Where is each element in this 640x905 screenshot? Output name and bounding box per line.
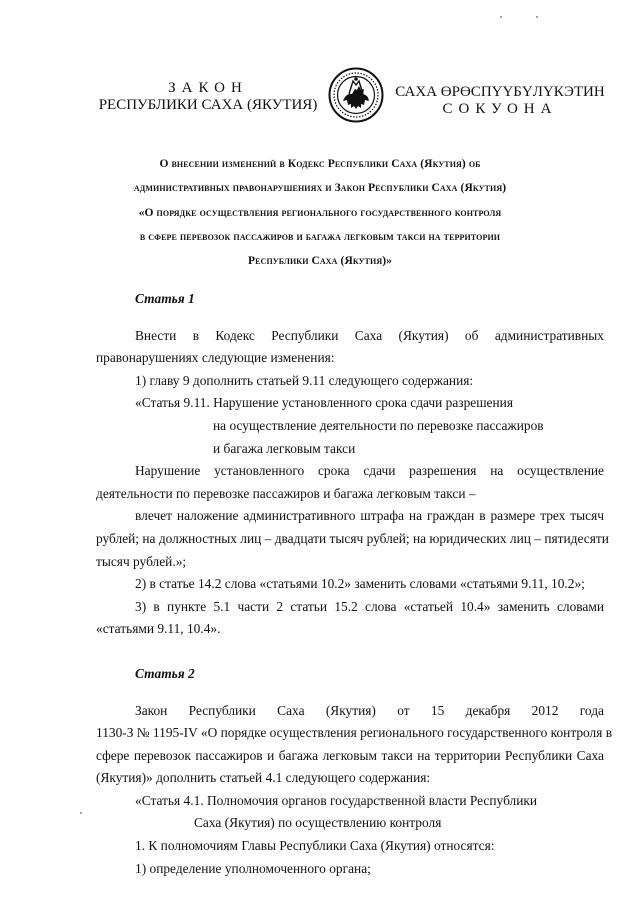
paragraph-line: 2) в статье 14.2 слова «статьями 10.2» заменить словами «статьями 9.11, 10.2»; [135,576,585,592]
paragraph-line: правонарушениях следующие изменения: [96,350,335,366]
title-line: «О порядке осуществления регионального государственного контроля [138,206,502,219]
scan-speck [536,16,538,18]
paragraph-line: Закон Республики Саха (Якутия) от 15 декабря 2012 года [135,702,604,718]
paragraph-line: рублей; на должностных лиц – двадцати тысяч рублей; на юридических лиц – пятидесяти [96,530,609,546]
header-right-line2: СОКУОНА [442,101,558,117]
paragraph-line: Саха (Якутия) по осуществлению контроля [194,815,442,831]
paragraph-line: тысяч рублей.»; [96,553,187,569]
article-2-heading: Статья 2 [135,665,195,681]
header-right-line1: САХА ӨРӨСПҮҮБҮЛҮКЭТИН [395,84,605,100]
document-body [96,288,613,880]
title-line: О внесении изменений в Кодекс Республики Саха (Якутия) об [159,158,481,170]
paragraph-line: деятельности по перевозке пассажиров и багажа легковым такси – [96,485,476,501]
header-left-line2: РЕСПУБЛИКИ САХА (ЯКУТИЯ) [98,97,318,113]
paragraph-line: влечет наложение административного штрафа на граждан в размере трех тысяч [135,508,604,524]
title-line: административных правонарушениях и Закон Республики Саха (Якутия) [133,182,507,195]
header-left-line1: ЗАКОН [168,80,248,96]
paragraph-line: (Якутия)» дополнить статьей 4.1 следующего содержания: [96,770,431,786]
paragraph-line: «Статья 9.11. Нарушение установленного срока сдачи разрешения [135,395,513,411]
paragraph-line: на осуществление деятельности по перевозке пассажиров [213,417,544,433]
header-right [385,84,615,118]
paragraph-line: «статьями 9.11, 10.4». [96,621,221,637]
paragraph-line: и багажа легковым такси [213,440,356,456]
header-left [88,80,328,114]
paragraph-line: 1130-З № 1195-IV «О порядке осуществления регионального государственного контроля в [96,725,613,741]
paragraph-line: Внести в Кодекс Республики Саха (Якутия) об административных [135,327,604,343]
paragraph-line: 1. К полномочиям Главы Республики Саха (Якутия) относятся: [135,838,495,854]
article-1-heading: Статья 1 [135,291,195,306]
paragraph-line: Нарушение установленного срока сдачи разрешения на осуществление [135,463,604,479]
paragraph-line: сфере перевозок пассажиров и багажа легковым такси на территории Республики Саха [96,747,604,763]
law-title [90,152,550,273]
title-line: Республики Саха (Якутия)» [248,255,392,268]
title-line: в сфере перевозок пассажиров и багажа легковым такси на территории [139,230,501,243]
coat-of-arms-emblem-icon [328,67,384,123]
paragraph-line: «Статья 4.1. Полномочия органов государственной власти Республики [135,792,538,808]
paragraph-line: 3) в пункте 5.1 части 2 статьи 15.2 слова «статьей 10.4» заменить словами [135,598,604,614]
scan-speck [80,812,82,814]
scan-speck [500,16,502,18]
paragraph-line: 1) определение уполномоченного органа; [135,860,371,876]
paragraph-line: 1) главу 9 дополнить статьей 9.11 следующего содержания: [135,372,474,388]
